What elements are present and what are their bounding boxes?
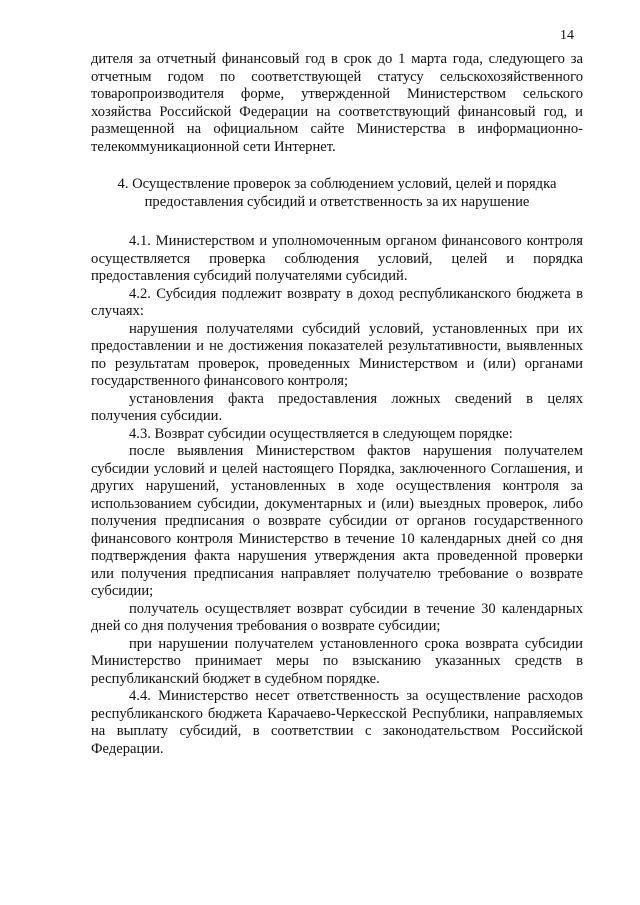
paragraph-4-4: 4.4. Министерство несет ответственность за осуществление расходов республиканского бюджета Карачаево-Черкесской Республики, направляемых на выплату субсидий, в соответствии с законодательством Российской Федерации. <box>91 688 583 757</box>
continuation-paragraph: дителя за отчетный финансовый год в срок до 1 марта года, следующего за отчетным годом по соответствующей статусу сельскохозяйственного товаропроизводителя форме, утвержденной Министерством сельского хозяйства Российской Федерации на соответствующий финансовый год, и размещенной на официальном сайте Министерства в информационно-телекоммуникационной сети Интернет. <box>91 51 583 155</box>
paragraph-4-2-case-false-info: установления факта предоставления ложных сведений в целях получения субсидии. <box>91 390 583 424</box>
section-heading <box>91 176 583 211</box>
paragraph-4-2: 4.2. Субсидия подлежит возврату в доход республиканского бюджета в случаях: <box>91 285 583 319</box>
section-heading-line-1: 4. Осуществление проверок за соблюдением условий, целей и порядка <box>117 176 557 192</box>
section-heading-line-2: предоставления субсидий и ответственность за их нарушение <box>144 193 530 210</box>
page-number: 14 <box>560 28 574 43</box>
paragraph-4-3-step-return: получатель осуществляет возврат субсидии в течение 30 календарных дней со дня получения требования о возврате субсидии; <box>91 600 583 634</box>
paragraph-4-1: 4.1. Министерством и уполномоченным органом финансового контроля осуществляется проверка соблюдения условий, целей и порядка предоставления субсидий получателями субсидий. <box>91 233 583 284</box>
paragraph-4-3: 4.3. Возврат субсидии осуществляется в следующем порядке: <box>129 425 513 442</box>
page-content <box>91 51 583 758</box>
paragraph-4-2-case-violation: нарушения получателями субсидий условий, установленных при их предоставлении и не достижения показателей результативности, выявленных по результатам проверок, проведенных Министерством и (или) органами государственного финансового контроля; <box>91 320 583 389</box>
paragraph-4-3-step-detection: после выявления Министерством фактов нарушения получателем субсидии условий и целей настоящего Порядка, заключенного Соглашения, и других нарушений, установленных в ходе осуществления контроля за использованием субсидии, документарных и (или) выездных проверок, либо получения предписания о возврате субсидии от органов государственного финансового контроля Министерство в течение 10 календарных дней со дня подтверждения факта нарушения утверждения акта проведенной проверки или получения предписания направляет получателю требование о возврате субсидии; <box>91 443 583 599</box>
paragraph-4-3-step-enforcement: при нарушении получателем установленного срока возврата субсидии Министерство принимает меры по взысканию указанных средств в республиканский бюджет в судебном порядке. <box>91 635 583 687</box>
